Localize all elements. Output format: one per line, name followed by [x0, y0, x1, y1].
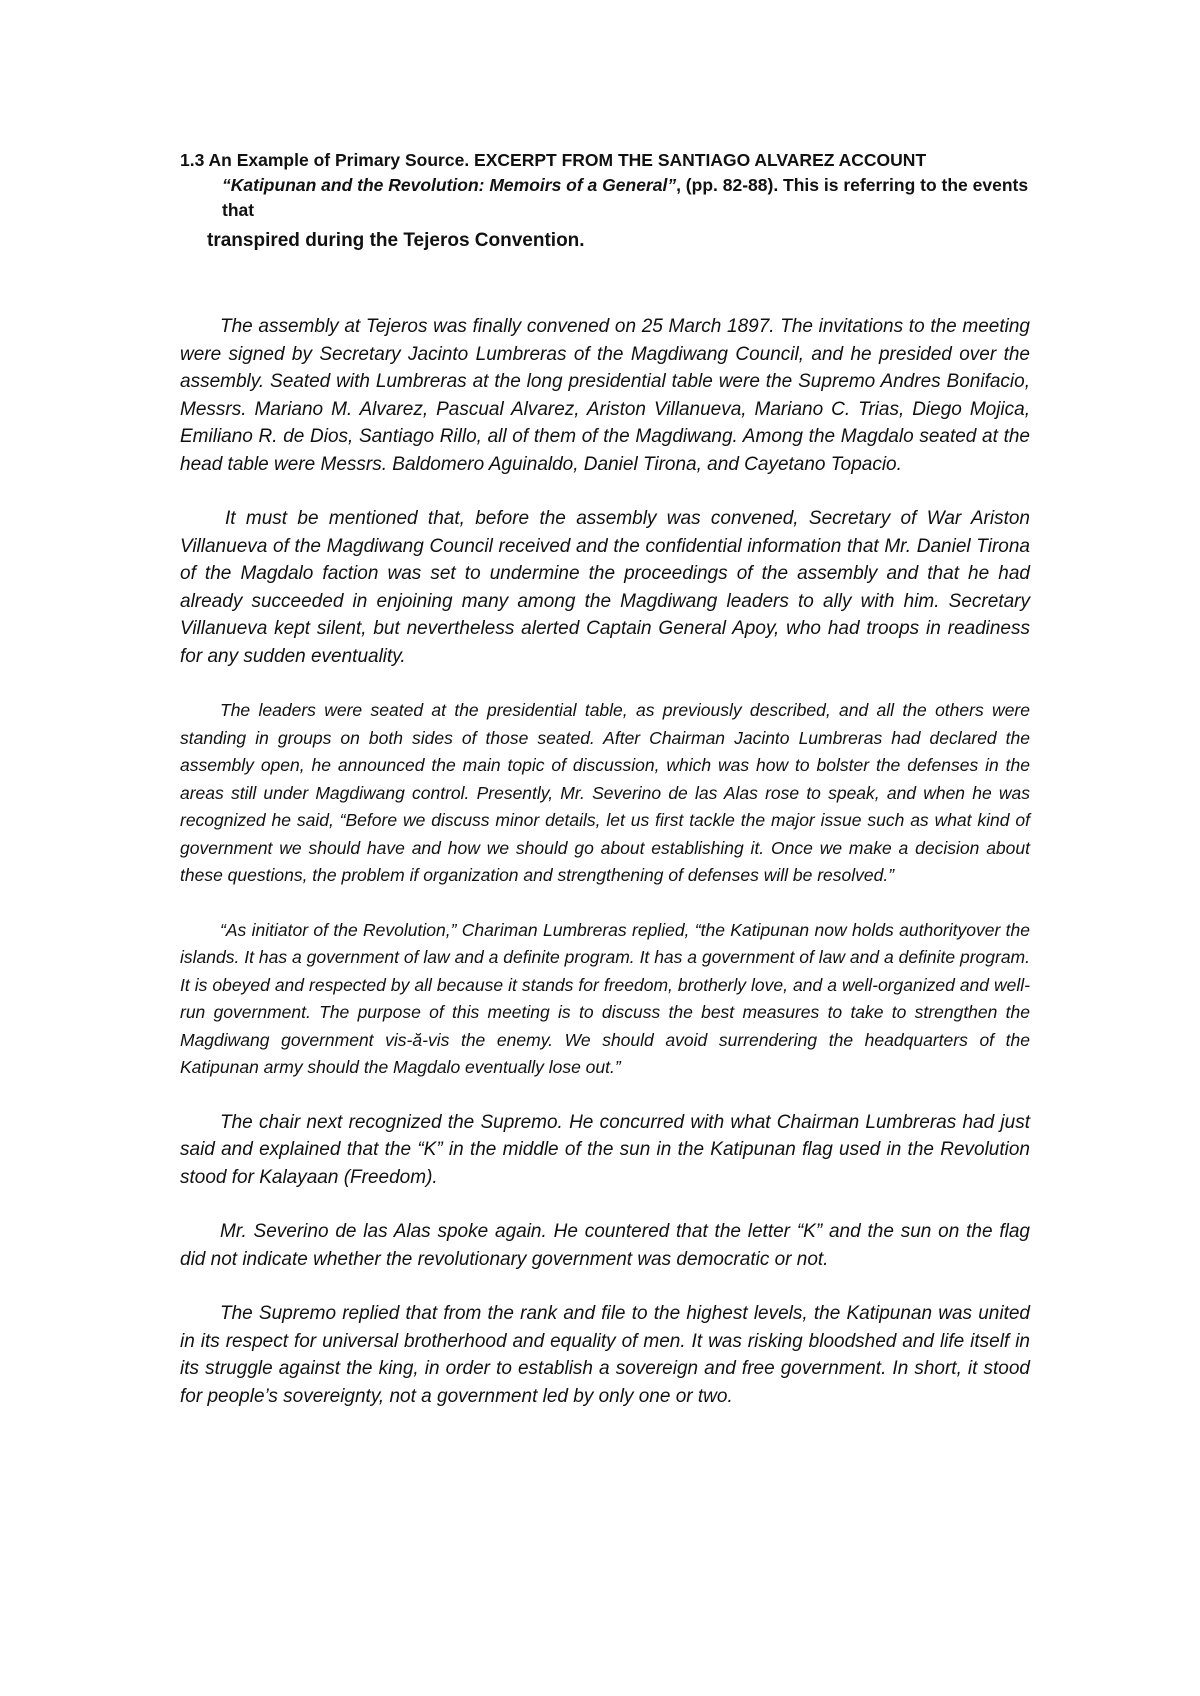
paragraph-5: The chair next recognized the Supremo. He concurred with what Chairman Lumbreras had just said and explained that the “K” in the middle of the sun in the Katipunan flag used in the Revolution stood for Kalayaan (Freedom). — [180, 1111, 1030, 1188]
excerpt-body — [180, 313, 1030, 1437]
heading-after-title: , (pp. 82-88). This is referring to the events that — [222, 175, 1029, 220]
paragraph-2: It must be mentioned that, before the assembly was convened, Secretary of War Ariston Villanueva of the Magdiwang Council received and the confidential information that Mr. Daniel Tirona of the Magdalo faction was set to undermine the proceedings of the assembly and that he had already succeeded in enjoining many among the Magdiwang leaders to ally with him. Secretary Villanueva kept silent, but nevertheless alerted Captain General Apoy, who had troops in readiness for any sudden eventuality. — [180, 508, 1030, 667]
section-heading — [180, 148, 1030, 223]
paragraph-1: The assembly at Tejeros was finally convened on 25 March 1897. The invitations to the meeting were signed by Secretary Jacinto Lumbreras of the Magdiwang Council, and he presided over the assembly. Seated with Lumbreras at the long presidential table were the Supremo Andres Bonifacio, Messrs. Mariano M. Alvarez, Pascual Alvarez, Ariston Villanueva, Mariano C. Trias, Diego Mojica, Emiliano R. de Dios, Santiago Rillo, all of them of the Magdiwang. Among the Magdalo seated at the head table were Messrs. Baldomero Aguinaldo, Daniel Tirona, and Cayetano Topacio. — [180, 316, 1030, 475]
paragraph-4: “As initiator of the Revolution,” Chariman Lumbreras replied, “the Katipunan now holds authorityover the islands. It has a government of law and a definite program. It has a government of law and a definite program. It is obeyed and respected by all because it stands for freedom, brotherly love, and a well-organized and well-run government. The purpose of this meeting is to discuss the best measures to take to strengthen the Magdiwang government vis-ă-vis the enemy. We should avoid surrendering the headquarters of the Katipunan army should the Magdalo eventually lose out.” — [180, 919, 1030, 1077]
paragraph-6: Mr. Severino de las Alas spoke again. He countered that the letter “K” and the sun on the flag did not indicate whether the revolutionary government was democratic or not. — [180, 1221, 1030, 1270]
paragraph-3: The leaders were seated at the presidential table, as previously described, and all the others were standing in groups on both sides of those seated. After Chairman Jacinto Lumbreras had declared the assembly open, he announced the main topic of discussion, which was how to bolster the defenses in the areas still under Magdiwang control. Presently, Mr. Severino de las Alas rose to speak, and when he was recognized he said, “Before we discuss minor details, let us first tackle the major issue such as what kind of government we should have and how we should go about establishing it. Once we make a decision about these questions, the problem if organization and strengthening of defenses will be resolved.” — [180, 700, 1030, 885]
heading-subtitle: transpired during the Tejeros Convention. — [207, 230, 585, 251]
section-number: 1.3 — [180, 150, 205, 170]
source-title: “Katipunan and the Revolution: Memoirs of a General” — [222, 175, 677, 195]
heading-hanging-line — [180, 173, 1030, 223]
paragraph-7: The Supremo replied that from the rank and file to the highest levels, the Katipunan was united in its respect for universal brotherhood and equality of men. It was risking bloodshed and life itself in its struggle against the king, in order to establish a sovereign and free government. In short, it stood for people’s sovereignty, not a government led by only one or two. — [180, 1303, 1030, 1407]
heading-lead: An Example of Primary Source. EXCERPT FROM THE SANTIAGO ALVAREZ ACCOUNT — [208, 150, 927, 170]
